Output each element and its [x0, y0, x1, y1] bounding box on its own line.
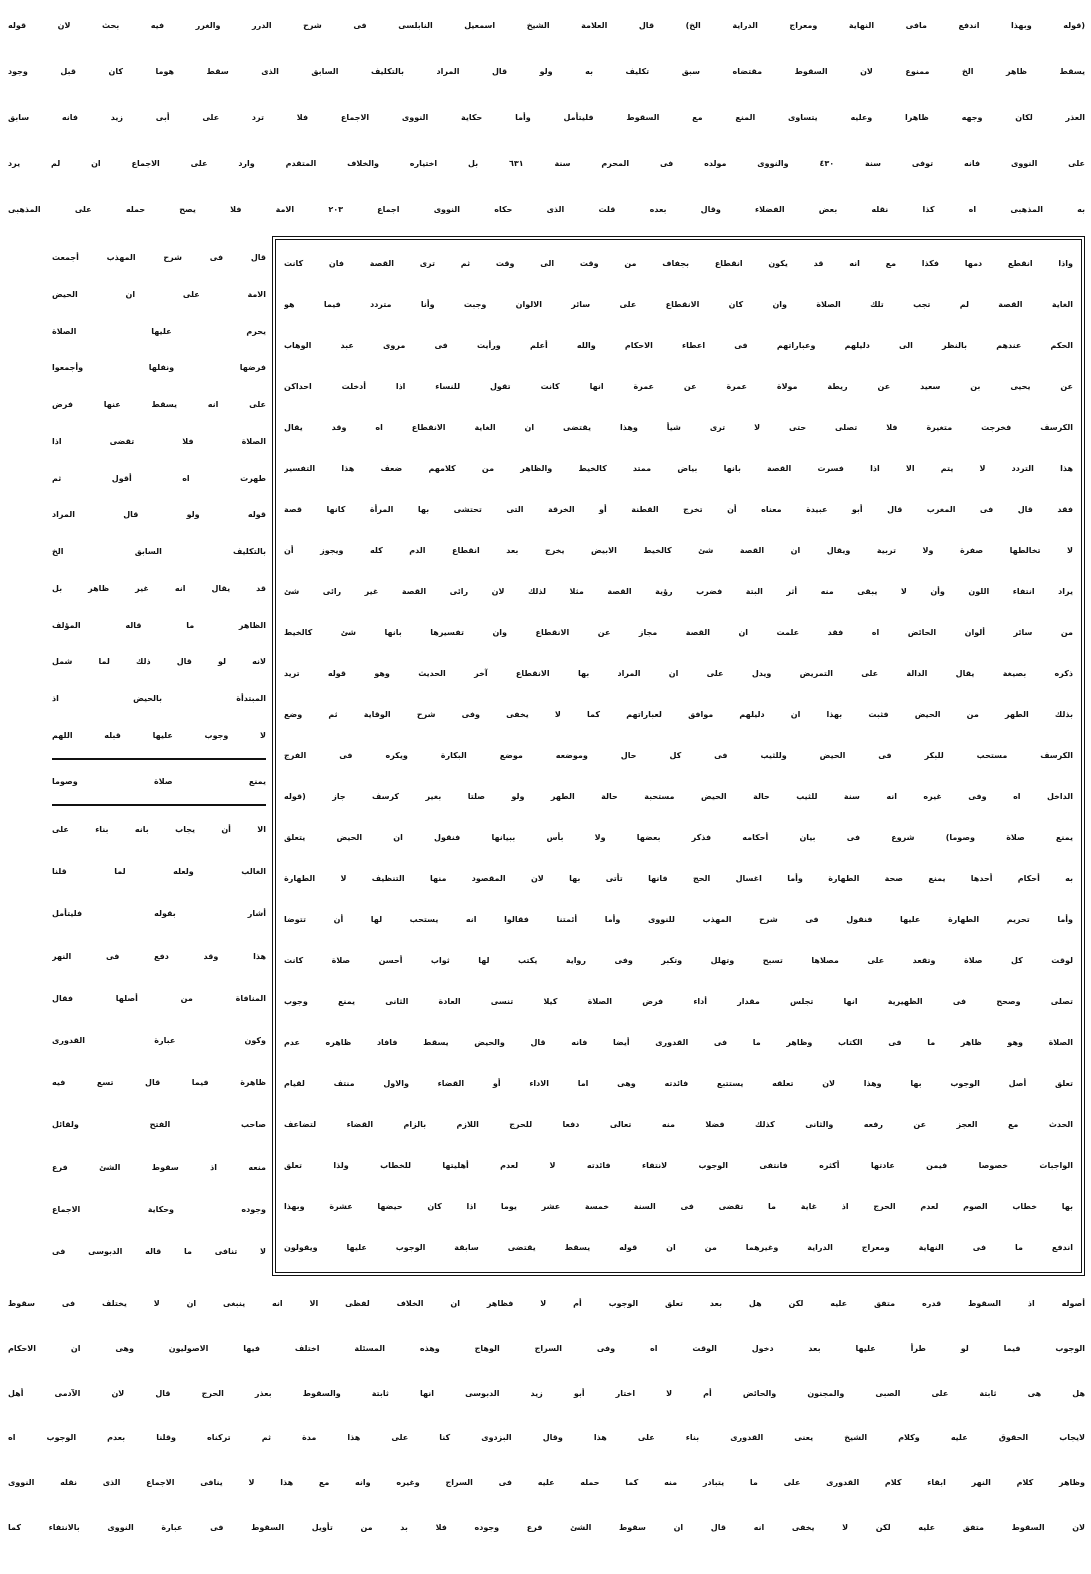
margin-note-line: الظاهر ما قاله المؤلف: [52, 620, 266, 630]
margin-note-line: قوله ولو قال المراد: [52, 510, 266, 520]
margin-note-line: المنافاة من أصلها فقال: [52, 993, 266, 1003]
bottom-commentary: [8, 1282, 1085, 1550]
main-text-line: الداخل اه وفى غيره انه سنة للثيب حالة الحيض مستحبة حالة الطهر ولو صلتا بغير كرسف جاز (قوله: [284, 792, 1073, 801]
bottom-commentary-line: وظاهر كلام النهر ابقاء كلام القدورى على ما يتبادر منه كما حمله عليه فى السراج وغيره وانه مع هذا لا ينافى الاجماع الذى نقله النووى: [8, 1478, 1085, 1488]
margin-note-line: قد يقال انه غير ظاهر بل: [52, 583, 266, 593]
margin-note-line: فرضها ونفلها وأجمعوا: [52, 363, 266, 373]
main-text-line: الصلاة وهو ظاهر ما فى الكتاب وظاهر ما فى القدورى أيضا فانه قال والحيض يسقط فافاد ظاهره عدم: [284, 1038, 1073, 1047]
main-text-line: من سائر ألوان الحائض اه فقد علمت ان القصة مجاز عن الانقطاع وان تفسيرها بانها شئ كالخيط: [284, 628, 1073, 637]
margin-note-line: وجوده وحكاية الاجماع: [52, 1204, 266, 1214]
main-text-line: الغاية القصة لم تجب تلك الصلاة وان كان الانقطاع على سائر الالوان وجبت وأنا متردد فيما هو: [284, 300, 1073, 309]
main-text-line: الكرسف مستحب للبكر فى الحيض وللثيب فى كل حال وموضعه موضع البكارة ويكره فى الفرج: [284, 751, 1073, 760]
margin-note-line: قال فى شرح المهذب أجمعت: [52, 253, 266, 262]
margin-note-line: على انه يسقط عنها فرض: [52, 400, 266, 410]
main-text-line: فقد قال فى المغرب قال أبو عبيدة معناه أن تخرج القطنة أو الخرقة التى تحتشى بها المرأة كانها قصة: [284, 505, 1073, 514]
main-text-line: وأما تحريم الطهارة عليها فنقول فى شرح المهذب للنووى وأما أئمتنا فقالوا انه يستحب لها أن تتوضا: [284, 915, 1073, 924]
main-text-line: تصلى وصحح فى الظهيرية انها تجلس مقدار أداء فرض الصلاة كيلا تنسى العادة الثانى يمنع وجوب: [284, 997, 1073, 1006]
top-commentary-line: (قوله وبهذا اندفع مافى النهاية ومعراج الدراية الخ) قال العلامة الشيخ اسمعيل النابلسى فى شرح الدرر والغرر فيه بحث لان قوله: [8, 21, 1085, 30]
bottom-commentary-line: لان السقوط متفق عليه لكن لا يخفى انه قال ان سقوط الشئ فرع وجوده فلا بد من تأويل السقوط فى عبارة النووى بالانتفاء كما: [8, 1522, 1085, 1532]
main-text-line: بها خطاب الصوم لعدم الحرج اذ غاية ما تقضى فى السنة خمسة عشر يوما اذا كان حيضها عشرة وبهذا: [284, 1202, 1073, 1211]
bottom-commentary-line: الوجوب فيما لو طرأ عليها بعد دخول الوقت اه وفى السراج الوهاج وهذه المسئلة اختلف فيها الاصوليون وهى ان الاحكام: [8, 1343, 1085, 1353]
margin-note-lower: [52, 810, 266, 1272]
top-commentary-line: العذر لكان وجهه ظاهرا وعليه يتساوى المنع مع السقوط فليتأمل وأما حكاية النووى الاجماع فلا ترد على أبى زيد فانه سابق: [8, 113, 1085, 122]
margin-note-line: طهرت اه أقول ثم: [52, 473, 266, 483]
margin-note-divider: [52, 804, 266, 806]
main-text-box: [272, 236, 1085, 1276]
margin-note: [52, 240, 266, 1272]
main-text-line: به أحكام أحدها يمنع صحة الطهارة وأما اغسال الحج فانها تأتى بها لان المقصود منها التنظيف لا الطهارة: [284, 874, 1073, 883]
main-text-line: بذلك الطهر من الحيض فثبت بهذا ان دليلهم موافق لعباراتهم كما لا يخفى وفى شرح الوقاية ثم وضع: [284, 710, 1073, 719]
margin-note-line: لا تنافى ما قاله الدبوسى فى: [52, 1246, 266, 1256]
main-text-line: الحدث مع العجز عن رفعه والثانى كذلك فضلا منه تعالى دفعا للحرج اللازم بالزام القضاء لتضاعف: [284, 1120, 1073, 1129]
margin-note-line: بالتكليف السابق الخ: [52, 547, 266, 557]
margin-note-line: يحرم عليها الصلاة: [52, 326, 266, 336]
margin-note-line: الا أن يجاب بانه بناء على: [52, 825, 266, 834]
margin-note-upper: [52, 240, 266, 754]
main-text-line: ذكره بصيغة يقال الدالة على التمريض ويدل على ان المراد بها الانقطاع آخر الحديث وهو قوله تريد: [284, 669, 1073, 678]
margin-note-heading: يمنع صلاة وصوما: [52, 777, 266, 786]
margin-note-line: الامة على ان الحيض: [52, 289, 266, 299]
margin-note-line: الصلاة فلا تقضى اذا: [52, 436, 266, 446]
margin-note-line: لانه لو قال ذلك لما شمل: [52, 657, 266, 667]
main-text-line: عن يحيى بن سعيد عن ريطة مولاة عمرة عن عمرة انها كانت تقول للنساء اذا أدخلت احداكن: [284, 382, 1073, 391]
margin-note-line: صاحب الفتح ولقائل: [52, 1120, 266, 1130]
bottom-commentary-line: هل هى ثابتة على الصبى والمجنون والحائض أم لا اختار أبو زيد الدبوسى انها ثابتة والسقوط بعذر الحرج قال لان الآدمى أهل: [8, 1388, 1085, 1398]
bottom-commentary-line: أصوله اذ السقوط قدره متفق عليه لكن هل بعد تعلق الوجوب أم لا فظاهر ان الخلاف لفظى الا انه ينبغى ان لا يختلف فى سقوط: [8, 1299, 1085, 1308]
main-text-line: الحكم عندهم بالنظر الى دليلهم وعباراتهم فى اعطاء الاحكام والله أعلم ورأيت فى مروى عبد الوهاب: [284, 341, 1073, 350]
main-text-line: الكرسف فخرجت متغيرة فلا تصلى حتى لا ترى شيأ وهذا يقتضى ان الغاية الانقطاع اه وقد يقال: [284, 423, 1073, 432]
bottom-commentary-line: لايجاب الحقوق عليه وكلام الشيخ يعنى القدورى بناء على هذا وقال البزدوى كنا على هذا مدة ثم تركناه وقلنا بعدم الوجوب اه: [8, 1433, 1085, 1443]
main-text-line: يراد انتفاء اللون وأن لا يبقى منه أثر البتة فضرب رؤية القصة مثلا لذلك لان رائى القصة غير رائى شئ: [284, 587, 1073, 596]
top-commentary: [8, 4, 1085, 232]
margin-note-line: ظاهرة فيما قال تسع فيه: [52, 1078, 266, 1088]
margin-note-line: وكون عبارة القدورى: [52, 1035, 266, 1045]
main-text-line: تعلق أصل الوجوب بها وهذا لان تعلقه يستتبع فائدته وهى اما الاداء أو القضاء والاول منتف لقيام: [284, 1079, 1073, 1088]
main-text-line: واذا انقطع دمها فكذا مع انه قد يكون انقطاع بجفاف من وقت الى وقت ثم ترى القصة فان كانت: [284, 259, 1073, 268]
main-text-line: هذا التردد لا يتم الا اذا فسرت القصة بانها بياض ممتد كالخيط والظاهر من كلامهم ضعف هذا التفسير: [284, 464, 1073, 473]
top-commentary-line: يسقط ظاهر الخ ممنوع لان السقوط مقتضاه سبق تكليف به ولو قال المراد بالتكليف السابق الذى سقط هوما كان قبل وجود: [8, 67, 1085, 76]
main-text-line: الواجبات خصوصا فيمن عادتها أكثره فانتفى الوجوب لانتفاء فائدته لا لعدم أهليتها للخطاب ولذا تعلق: [284, 1161, 1073, 1170]
margin-note-line: الغالب ولعله لما قلنا: [52, 867, 266, 877]
margin-note-line: منعه اذ سقوط الشئ فرع: [52, 1162, 266, 1172]
main-text-line: لا تخالطها صفرة ولا تربية ويقال ان القصة شئ كالخيط الابيض يخرج بعد انقطاع الدم كله ويجوز أن: [284, 546, 1073, 555]
margin-note-line: المبتدأة بالحيض اذ: [52, 694, 266, 704]
margin-note-divider: [52, 758, 266, 760]
margin-note-line: لا وجوب عليها قبله اللهم: [52, 730, 266, 740]
top-commentary-line: على النووى فانه توفى سنة ٤٣٠ والنووى مولده فى المحرم سنة ٦٣١ بل اختياره والخلاف المتقدم وارد على الاجماع ان لم يرد: [8, 159, 1085, 168]
main-text-line: يمنع صلاة وصوما) شروع فى بيان أحكامه فذكر بعضها ولا بأس ببيانها فنقول ان الحيض يتعلق: [284, 833, 1073, 842]
margin-note-line: أشار بقوله فليتأمل: [52, 909, 266, 919]
main-text-line: لوقت كل صلاة وتقعد على مصلاها تسبح وتهلل وتكبر وفى رواية يكتب لها ثواب أحسن صلاة كانت: [284, 956, 1073, 965]
margin-note-line: هذا وقد دفع فى النهر: [52, 951, 266, 961]
main-text-line: اندفع ما فى النهاية ومعراج الدراية وغيرهما من ان قوله يسقط يقتضى سابقة الوجوب عليها ويقولون: [284, 1243, 1073, 1252]
top-commentary-line: به المذهبى اه كذا نقله بعض الفضلاء وقال بعده قلت الذى حكاه النووى اجماع ٢٠٣ الامة فلا يصح حمله على المذهبى: [8, 205, 1085, 214]
